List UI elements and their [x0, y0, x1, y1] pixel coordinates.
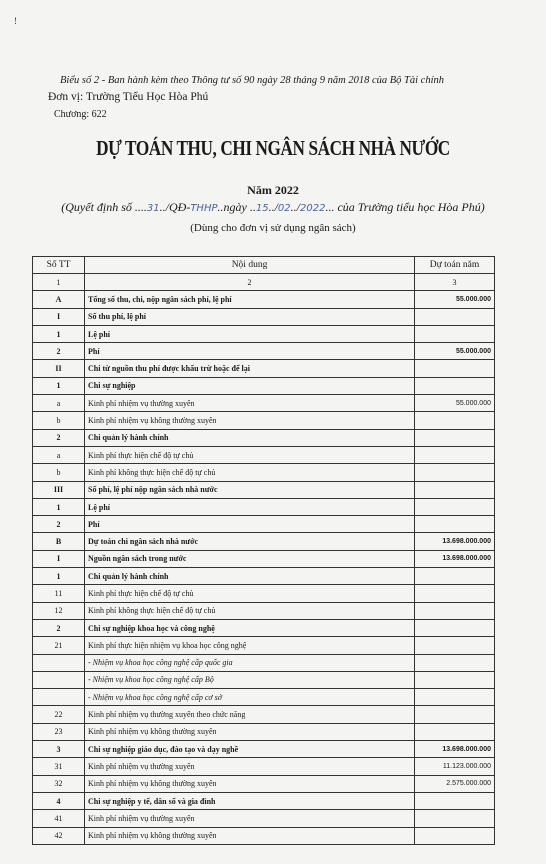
stt-cell: 31 [33, 758, 85, 775]
stt-cell: B [33, 533, 85, 550]
table-row [33, 671, 495, 688]
amount-cell: 2.575.000.000 [415, 775, 495, 792]
content-cell: Kinh phí không thực hiện chế độ tự chủ [85, 602, 415, 619]
content-cell: Kinh phí nhiệm vụ thường xuyên [85, 395, 415, 412]
content-cell: Lệ phí [85, 498, 415, 515]
amount-cell [415, 516, 495, 533]
stt-cell: I [33, 550, 85, 567]
amount-cell: 55.000.000 [415, 291, 495, 308]
content-cell: Chi sự nghiệp khoa học và công nghệ [85, 619, 415, 636]
content-cell: Phí [85, 516, 415, 533]
amount-cell [415, 377, 495, 394]
stt-cell [33, 671, 85, 688]
table-row [33, 360, 495, 377]
table-row [33, 706, 495, 723]
decision-year: 2022 [300, 203, 326, 214]
content-cell: Tổng số thu, chi, nộp ngân sách phí, lệ phí [85, 291, 415, 308]
table-row [33, 827, 495, 844]
table-row [33, 498, 495, 515]
stt-cell: 11 [33, 585, 85, 602]
table-row [33, 446, 495, 463]
content-cell: Chi từ nguồn thu phí được khấu trừ hoặc để lại [85, 360, 415, 377]
table-index-row [33, 274, 495, 291]
amount-cell [415, 602, 495, 619]
content-cell: Dự toán chi ngân sách nhà nước [85, 533, 415, 550]
content-cell: - Nhiệm vụ khoa học công nghệ cấp Bộ [85, 671, 415, 688]
stt-cell: a [33, 446, 85, 463]
amount-cell: 13.698.000.000 [415, 533, 495, 550]
table-header-row [33, 257, 495, 274]
content-cell: Kinh phí không thực hiện chế độ tự chủ [85, 464, 415, 481]
table-row [33, 516, 495, 533]
stt-cell: A [33, 291, 85, 308]
table-row [33, 377, 495, 394]
table-row [33, 568, 495, 585]
amount-cell: 55.000.000 [415, 395, 495, 412]
table-row [33, 412, 495, 429]
table-row [33, 810, 495, 827]
amount-cell [415, 464, 495, 481]
stt-cell: b [33, 464, 85, 481]
header-stt: Số TT [33, 257, 85, 274]
stt-cell: 41 [33, 810, 85, 827]
content-cell: Nguồn ngân sách trong nước [85, 550, 415, 567]
content-cell: Kinh phí nhiệm vụ không thường xuyên [85, 412, 415, 429]
table-row [33, 533, 495, 550]
amount-cell [415, 325, 495, 342]
stt-cell: 23 [33, 723, 85, 740]
table-row [33, 343, 495, 360]
amount-cell: 13.698.000.000 [415, 741, 495, 758]
amount-cell [415, 810, 495, 827]
stt-cell: 2 [33, 619, 85, 636]
table-row [33, 550, 495, 567]
table-row [33, 723, 495, 740]
stt-cell: 32 [33, 775, 85, 792]
usage-note: (Dùng cho đơn vị sử dụng ngân sách) [190, 222, 356, 234]
amount-cell [415, 637, 495, 654]
amount-cell [415, 412, 495, 429]
amount-cell [415, 446, 495, 463]
table-row [33, 792, 495, 809]
chapter-label: Chương: 622 [54, 109, 107, 120]
index-cell-2: 2 [85, 274, 415, 291]
content-cell: Số thu phí, lệ phí [85, 308, 415, 325]
page-title: DỰ TOÁN THU, CHI NGÂN SÁCH NHÀ NƯỚC [96, 136, 450, 160]
amount-cell [415, 360, 495, 377]
stt-cell: I [33, 308, 85, 325]
amount-cell [415, 568, 495, 585]
table-row [33, 654, 495, 671]
amount-cell [415, 481, 495, 498]
stt-cell: III [33, 481, 85, 498]
stt-cell: 1 [33, 498, 85, 515]
stt-cell: 1 [33, 568, 85, 585]
decision-slash2: ../ [290, 200, 300, 214]
content-cell: Kinh phí nhiệm vụ thường xuyên [85, 758, 415, 775]
index-cell-1: 1 [33, 274, 85, 291]
content-cell: Số phí, lệ phí nộp ngân sách nhà nước [85, 481, 415, 498]
stt-cell: 1 [33, 325, 85, 342]
decision-month: 02 [277, 203, 291, 214]
stt-cell: 4 [33, 792, 85, 809]
table-row [33, 758, 495, 775]
header-content: Nội dung [85, 257, 415, 274]
content-cell: Chi sự nghiệp [85, 377, 415, 394]
table-row [33, 395, 495, 412]
content-cell: Chi quản lý hành chính [85, 429, 415, 446]
amount-cell [415, 723, 495, 740]
table-row [33, 308, 495, 325]
stt-cell: 12 [33, 602, 85, 619]
stt-cell: 2 [33, 516, 85, 533]
amount-cell [415, 654, 495, 671]
amount-cell: 13.698.000.000 [415, 550, 495, 567]
content-cell: Phí [85, 343, 415, 360]
unit-label: Đơn vị: Trường Tiểu Học Hòa Phú [48, 91, 209, 103]
amount-cell [415, 308, 495, 325]
table-row [33, 619, 495, 636]
stt-cell: a [33, 395, 85, 412]
table-row [33, 291, 495, 308]
stt-cell: 42 [33, 827, 85, 844]
index-cell-3: 3 [415, 274, 495, 291]
amount-cell: 11.123.000.000 [415, 758, 495, 775]
content-cell: Kinh phí nhiệm vụ không thường xuyên [85, 827, 415, 844]
form-note: Biểu số 2 - Ban hành kèm theo Thông tư số 90 ngày 28 tháng 9 năm 2018 của Bộ Tài chính [60, 75, 444, 86]
content-cell: Chi quản lý hành chính [85, 568, 415, 585]
amount-cell: 55.000.000 [415, 343, 495, 360]
amount-cell [415, 689, 495, 706]
decision-line [0, 200, 546, 215]
amount-cell [415, 792, 495, 809]
table-row [33, 429, 495, 446]
budget-table [32, 256, 495, 845]
content-cell: Lệ phí [85, 325, 415, 342]
stt-cell: II [33, 360, 85, 377]
stt-cell: 2 [33, 429, 85, 446]
content-cell: Kinh phí nhiệm vụ thường xuyên [85, 810, 415, 827]
table-row [33, 464, 495, 481]
decision-code: THHP [190, 203, 218, 214]
decision-suffix: ... của Trường tiểu học Hòa Phú) [325, 200, 485, 214]
amount-cell [415, 619, 495, 636]
table-row [33, 637, 495, 654]
content-cell: Kinh phí thực hiện chế độ tự chủ [85, 446, 415, 463]
table-row [33, 689, 495, 706]
amount-cell [415, 706, 495, 723]
table-row [33, 481, 495, 498]
content-cell: Chi sự nghiệp y tế, dân số và gia đình [85, 792, 415, 809]
content-cell: Chi sự nghiệp giáo dục, đào tạo và dạy nghề [85, 741, 415, 758]
decision-number: 31 [146, 203, 160, 214]
table-row [33, 741, 495, 758]
content-cell: Kinh phí nhiệm vụ thường xuyên theo chức năng [85, 706, 415, 723]
content-cell: Kinh phí thực hiện nhiệm vụ khoa học công nghệ [85, 637, 415, 654]
table-row [33, 585, 495, 602]
stt-cell: 21 [33, 637, 85, 654]
content-cell: - Nhiệm vụ khoa học công nghệ cấp cơ sở [85, 689, 415, 706]
table-row [33, 775, 495, 792]
decision-day: 15 [255, 203, 269, 214]
content-cell: Kinh phí thực hiện chế độ tự chủ [85, 585, 415, 602]
stt-cell: 22 [33, 706, 85, 723]
stt-cell: 2 [33, 343, 85, 360]
content-cell: Kinh phí nhiệm vụ không thường xuyên [85, 723, 415, 740]
header-amount: Dự toán năm [415, 257, 495, 274]
table-row [33, 602, 495, 619]
stt-cell [33, 654, 85, 671]
amount-cell [415, 671, 495, 688]
content-cell: - Nhiệm vụ khoa học công nghệ cấp quốc gia [85, 654, 415, 671]
stt-cell [33, 689, 85, 706]
amount-cell [415, 498, 495, 515]
content-cell: Kinh phí nhiệm vụ không thường xuyên [85, 775, 415, 792]
amount-cell [415, 827, 495, 844]
year-label: Năm 2022 [247, 183, 299, 197]
amount-cell [415, 429, 495, 446]
table-row [33, 325, 495, 342]
stt-cell: 1 [33, 377, 85, 394]
stt-cell: b [33, 412, 85, 429]
decision-prefix: (Quyết định số .... [61, 200, 147, 214]
decision-mid1: ../QĐ- [159, 200, 191, 214]
decision-mid2: ..ngày .. [217, 200, 256, 214]
amount-cell [415, 585, 495, 602]
corner-mark: ! [14, 16, 17, 26]
stt-cell: 3 [33, 741, 85, 758]
decision-slash1: ../ [268, 200, 278, 214]
